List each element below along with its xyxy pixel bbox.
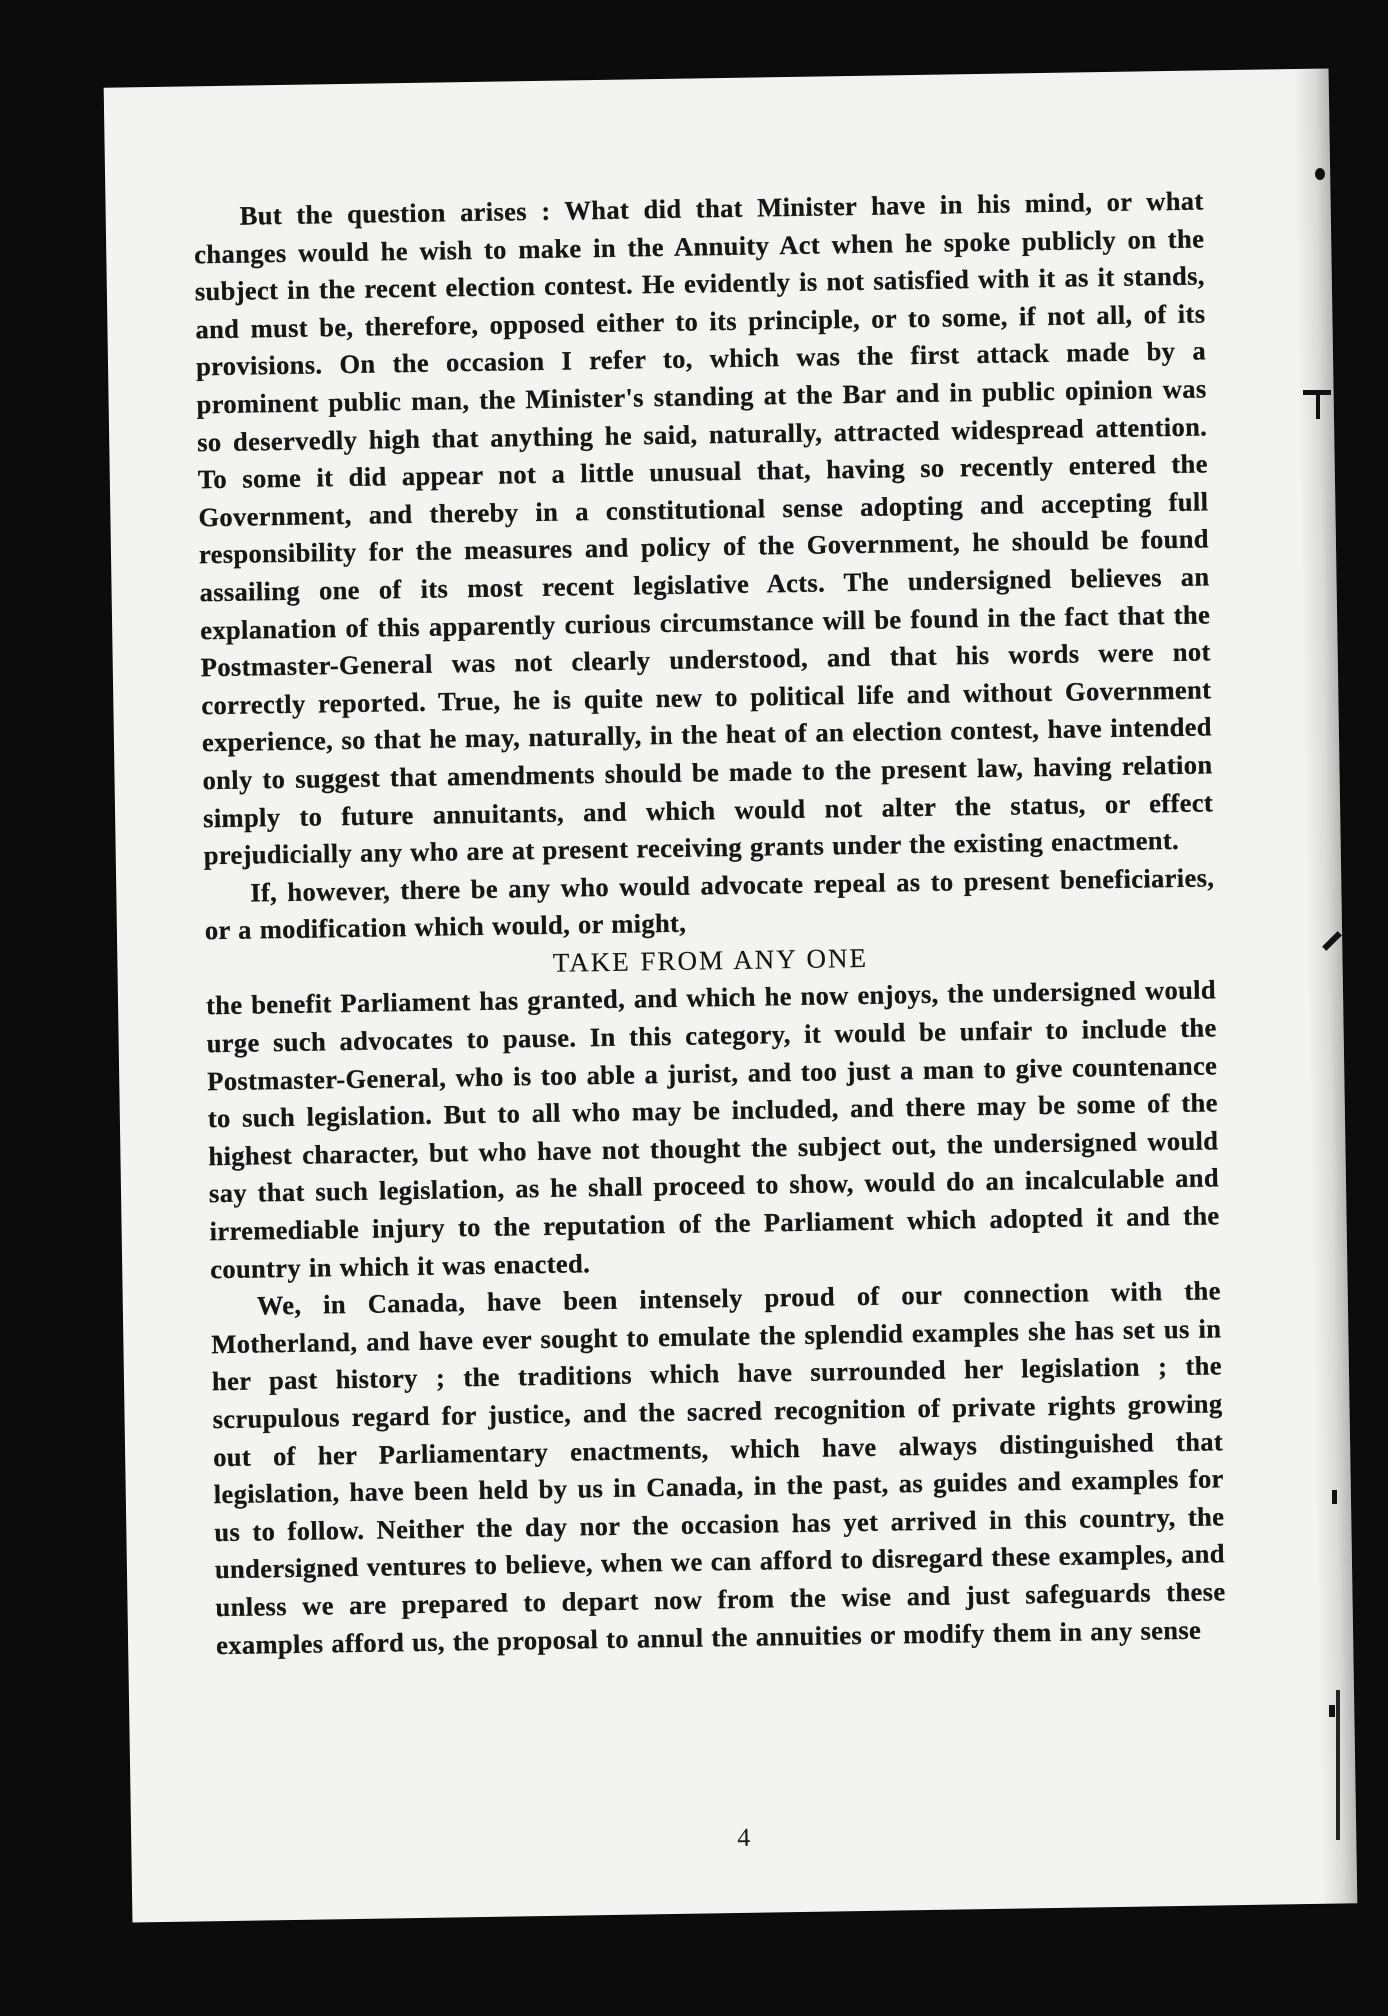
scan-mark [1336,1690,1340,1840]
page-edge-shadow [1293,68,1358,1903]
scan-mark [1315,168,1325,180]
body-text [193,182,1226,1664]
paragraph-2: If, however, there be any who would advocate repeal as to present beneficiaries, or a modification which would, or might, [204,862,1215,946]
paragraph-continuation: the benefit Parliament has granted, and which he now enjoys, the undersigned would urge such advocates to pause. In this category, it would be unfair to include the Postmaster-General, who is too able a jurist, and too just a man to give countenance to such legislation. But to all who may be included, and there may be some of the highest character, but who have not thought the subject out, the undersigned would say that such legislation, as he shall proceed to show, would do an incalculable and irremediable injury to the reputation of the Parliament which adopted it and the country in which it was enacted. [205,974,1220,1284]
document-page [104,68,1358,1922]
section-heading: TAKE FROM ANY ONE [552,942,869,978]
paragraph-1: But the question arises : What did that Minister have in his mind, or what changes would he wish to make in the Annuity Act when he spoke publicly on the subject in the recent election contest. He evidently is not satisfied with it as it stands, and must be, therefore, opposed either to its principle, or to some, if not all, of its provisions. On the occasion I refer to, which was the first attack made by a prominent public man, the Minister's standing at the Bar and in public opinion was so deservedly high that anything he said, naturally, attracted widespread attention. To some it did appear not a little unusual that, having so recently entered the Government, and thereby in a constitutional sense adopting and accepting full responsibility for the measures and policy of the Government, he should be found assailing one of its most recent legislative Acts. The undersigned believes an explanation of this apparently curious circumstance will be found in the fact that the Postmaster-General was not clearly understood, and that his words were not correctly reported. True, he is quite new to political life and without Government experience, so that he may, naturally, in the heat of an election contest, have intended only to suggest that amendments should be made to the present law, having relation simply to future annuitants, and which would not alter the status, or effect prejudicially any who are at present receiving grants under the existing enactment. [194,185,1214,871]
paragraph-3: We, in Canada, have been intensely proud of our connection with the Motherland, and have ever sought to emulate the splendid examples she has set us in her past history ; the traditions which have surrounded her legislation ; the scrupulous regard for justice, and the sacred recognition of private rights growing out of her Parliamentary enactments, which have always distinguished that legislation, have been held by us in Canada, in the past, as guides and examples for us to follow. Neither the day nor the occasion has yet arrived in this country, the undersigned ventures to believe, when we can afford to disregard these examples, and unless we are prepared to depart now from the wise and just safeguards these examples afford us, the proposal to annul the annuities or modify them in any sense [211,1275,1226,1660]
page-number: 4 [736,1822,751,1852]
scan-mark [1316,393,1320,419]
scan-mark [1329,1705,1335,1717]
scan-mark [1332,1490,1337,1504]
